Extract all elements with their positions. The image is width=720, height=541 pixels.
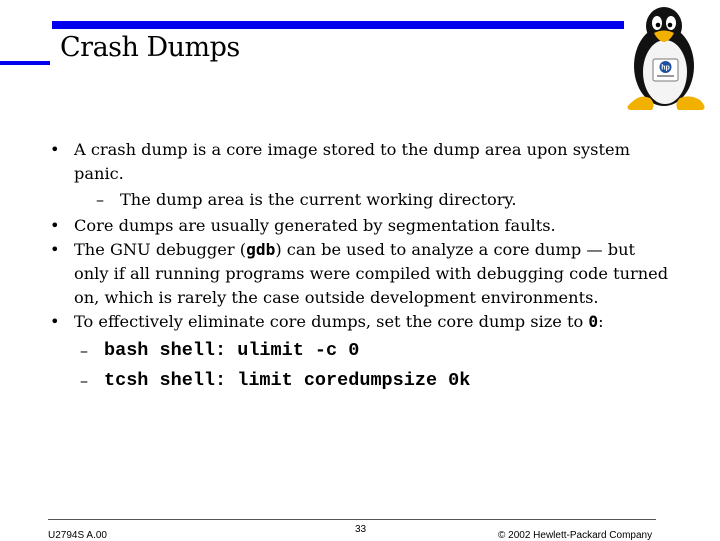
slide-body <box>48 138 673 396</box>
bullet-text <box>74 238 673 310</box>
dash-marker: – <box>96 190 105 209</box>
footer-divider <box>48 519 656 520</box>
code-text: bash shell: ulimit -c 0 <box>104 340 360 361</box>
tux-penguin-hp-icon <box>620 4 712 112</box>
sub-bullet-item <box>48 188 673 212</box>
sub-bullet-text: The dump area is the current working directory. <box>120 190 517 209</box>
bullet-marker: • <box>50 216 60 235</box>
bullet-item <box>48 310 673 334</box>
dash-marker: – <box>80 341 89 360</box>
bullet-text-pre: To effectively eliminate core dumps, set the core dump size to <box>74 312 589 331</box>
sub-bullet-code <box>48 337 673 364</box>
bullet-marker: • <box>50 140 60 159</box>
inline-code: 0 <box>588 312 599 331</box>
dash-marker: – <box>80 371 89 390</box>
bullet-text <box>74 310 673 334</box>
bullet-text: A crash dump is a core image stored to the dump area upon system panic. <box>74 140 630 183</box>
bullet-text-post: : <box>598 312 604 331</box>
bullet-marker: • <box>50 312 60 331</box>
left-accent-bar <box>0 61 50 65</box>
bullet-item <box>48 138 673 186</box>
bullet-text-post: ) can be used to analyze a core dump — but only if all running programs were compiled with debugging code turned on, which is rarely the case outside development environments. <box>74 240 669 307</box>
bullet-item <box>48 214 673 238</box>
bullet-item <box>48 238 673 310</box>
footer-copyright: © 2002 Hewlett-Packard Company <box>498 530 653 541</box>
sub-bullet-code <box>48 367 673 394</box>
inline-code: gdb <box>246 240 276 259</box>
bullet-text: Core dumps are usually generated by segmentation faults. <box>74 216 556 235</box>
title-accent-bar <box>52 21 624 29</box>
bullet-marker: • <box>50 240 60 259</box>
bullet-text-pre: The GNU debugger ( <box>74 240 247 259</box>
code-text: tcsh shell: limit coredumpsize 0k <box>104 370 471 391</box>
logo-badge-text: hp <box>661 64 670 72</box>
slide-title: Crash Dumps <box>60 32 240 63</box>
footer-course-code: U2794S A.00 <box>48 530 107 541</box>
footer-page-number: 33 <box>355 524 367 535</box>
